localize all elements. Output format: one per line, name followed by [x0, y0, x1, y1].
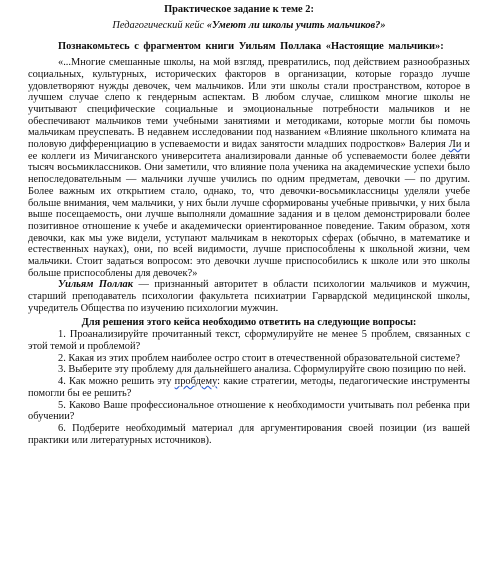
case-name: «Умеют ли школы учить мальчиков?»: [206, 19, 386, 31]
book-title: «Настоящие мальчики»:: [325, 41, 444, 53]
case-subtitle: [28, 20, 470, 32]
question-2: 2. Какая из этих проблем наиболее остро стоит в отечественной образовательной системе?: [58, 352, 460, 364]
question-1: 1. Проанализируйте прочитанный текст, сформулируйте не менее 5 проблем, связанных с этой темой и проблемой?: [28, 329, 470, 352]
spellcheck-underlined-word: Ли: [448, 139, 462, 151]
author-bio: [28, 279, 470, 314]
question-4-start: 4. Как можно решить эту: [58, 376, 175, 388]
author-description: — признанный авторитет в области психологии мальчиков и мужчин, старший преподаватель психологии факультета психиатрии Гарвардской медицинской школы, учредитель Общества по изучению психологии мужчин.: [28, 279, 470, 314]
question-6: 6. Подберите необходимый материал для аргументирования своей позиции (из вашей практики или литературных источников).: [28, 422, 470, 446]
questions-heading: Для решения этого кейса необходимо ответить на следующие вопросы:: [81, 316, 417, 328]
question-5: 5. Каково Ваше профессиональное отношение к необходимости учитывать пол ребенка при обучении?: [28, 399, 470, 423]
question-4-end: : какие стратегии, методы, педагогические инструменты помогли бы ее решить?: [28, 376, 471, 399]
assignment-title: Практическое задание к теме 2:: [164, 4, 314, 15]
question-3: 3. Выберите эту проблему для дальнейшего анализа. Сформулируйте свою позицию по ней.: [58, 364, 466, 376]
author-name: Уильям Поллак: [58, 279, 134, 291]
quote-part-2: и ее коллеги из Мичиганского университета анализировали данные об успеваемости более девяти тысяч восьмиклассников. Они заметили, что влияние пола ученика на академические успехи было непоследовательным — мальчики лучше учились по одним предметам, девочки — по другим. Более важным их открытием стало, однако, то, что девочки-восьмиклассницы уделяли учебе больше внимания, чем мальчики, у них были лучше сформированы учебные привычки, у них была выше посещаемость, они лучше выполняли домашние задания и в целом демонстрировали более позитивное отношение к учебе и академически ориентированное поведение. Таким образом, хотя девочки, как мы уже видели, уступают мальчикам в некоторых сферах (обычно, в математике и естественных науках), они, по всей видимости, лучше приспособлены к школьной жизни, чем мальчики. Стоит задаться вопросом: это девочки лучше приспособились к школе или это школы больше приспособлены для девочек?»: [28, 139, 470, 279]
case-subtitle-prefix: Педагогический кейс: [112, 19, 207, 31]
spellcheck-underlined-word: пробдему: [174, 376, 218, 388]
quote-part-1: «...Многие смешанные школы, на мой взгляд, превратились, под действием разнообразных социальных, культурных, исторических факторов в организации, которые гораздо лучше удовлетворяют нужды девочек, чем мальчиков. Или эти школы стали пространством, которое в лучшем случае слепо к гендерным аспектам. В любом случае, слишком многие школы не учитывают специфические социальные и эмоциональные потребности мальчиков и не обеспечивают мальчиков теми учебными занятиями и методиками, которые могли бы помочь мальчикам преуспевать. В недавнем исследовании под названием «Влияние школьного климата на половую дифференциацию в успеваемости и видах занятости младших подростков» Валерия: [28, 57, 470, 151]
question-4: [28, 376, 470, 399]
book-quote: [28, 57, 470, 279]
intro-paragraph: [28, 41, 470, 53]
intro-lead: Познакомьтесь с фрагментом книги Уильям Поллака: [58, 41, 326, 53]
